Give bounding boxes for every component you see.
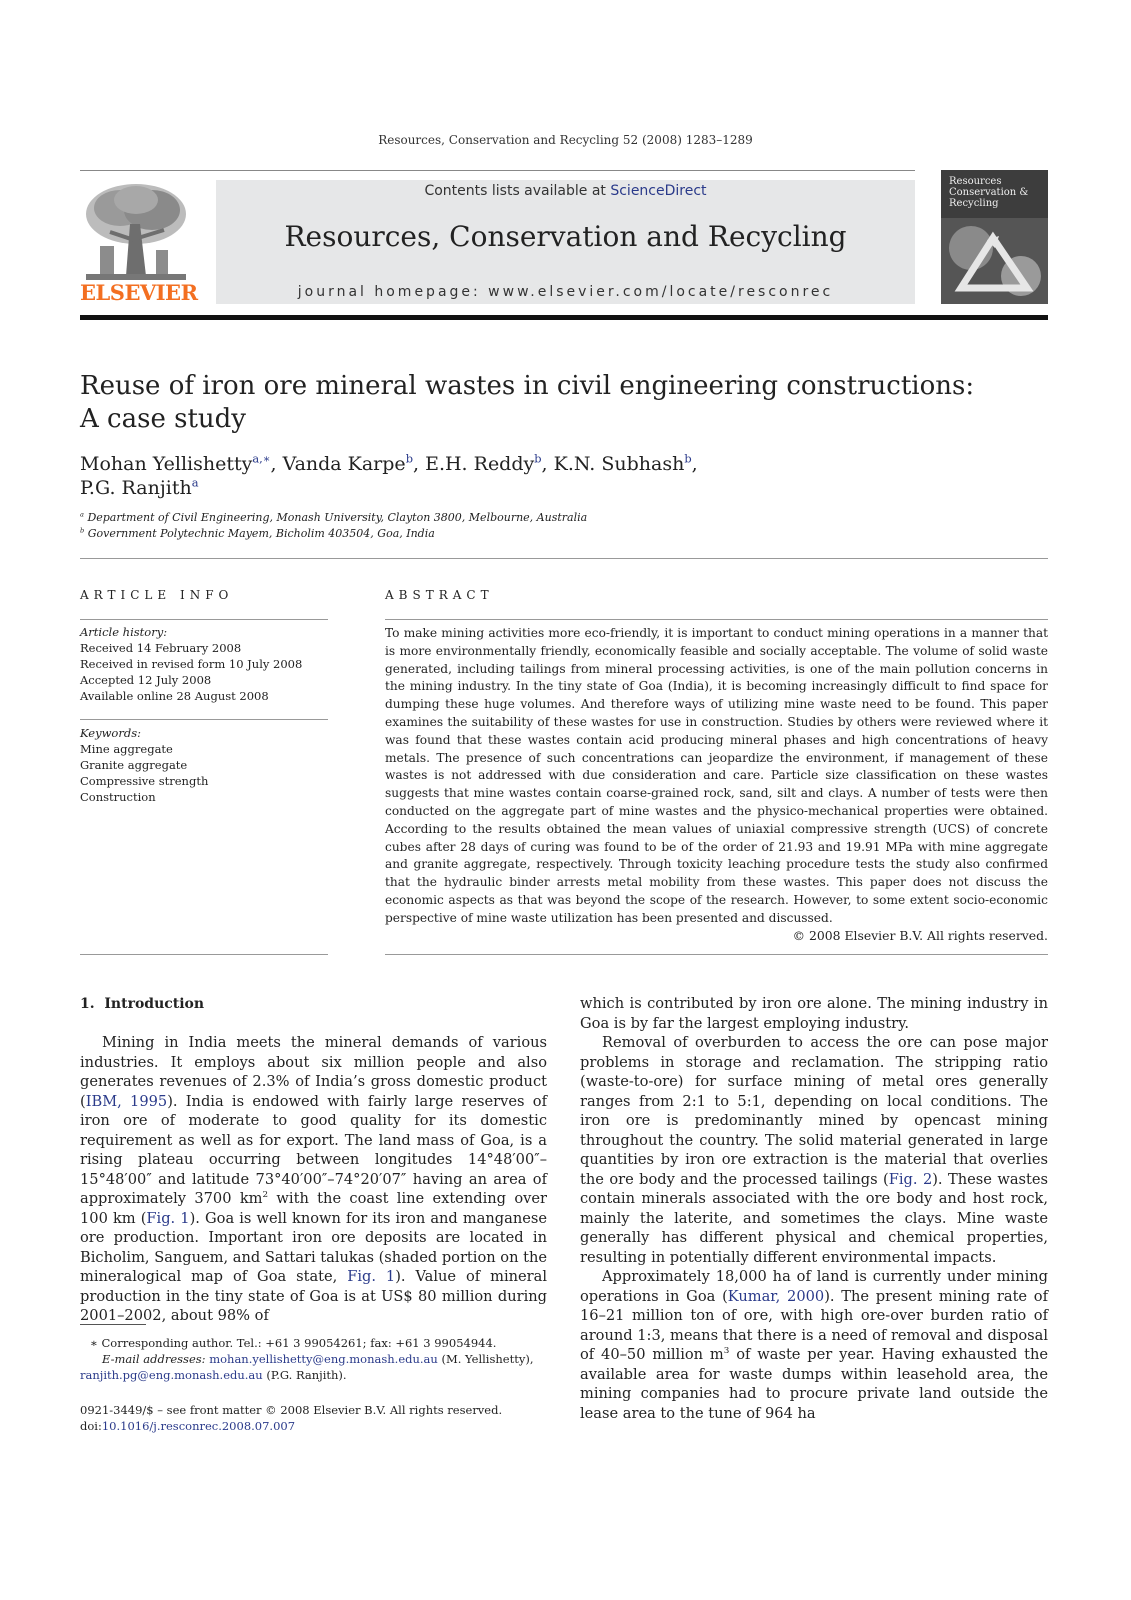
text-run: ). These wastes contain minerals associated with the ore body and host rock, mainly the laterite, and sometimes the clays. Mine waste generally has different physical and chemical properties, resulting in potentially different environmental impacts. <box>580 1170 1048 1266</box>
author-affiliation-mark[interactable]: b <box>405 451 413 466</box>
email-link[interactable]: ranjith.pg@eng.monash.edu.au <box>80 1368 263 1382</box>
corresponding-author-note: ∗ Corresponding author. Tel.: +61 3 99054261; fax: +61 3 99054944. <box>90 1336 497 1350</box>
body-column-left <box>80 1033 547 1326</box>
divider <box>385 954 1048 955</box>
article-info-label: ARTICLE INFO <box>80 588 234 602</box>
divider <box>80 719 328 720</box>
keyword-item: Granite aggregate <box>80 758 188 772</box>
affiliation-item <box>80 526 880 542</box>
abstract-label: ABSTRACT <box>385 588 494 602</box>
history-label: Article history: <box>80 625 168 639</box>
citation-link[interactable]: IBM, 1995 <box>85 1092 168 1110</box>
author-separator: , <box>691 453 698 475</box>
front-matter-line: 0921-3449/$ – see front matter © 2008 Elsevier B.V. All rights reserved. <box>80 1403 503 1417</box>
author-separator: , <box>412 453 426 475</box>
sciencedirect-link[interactable]: ScienceDirect <box>610 183 707 199</box>
superscript: 2 <box>262 1190 269 1201</box>
email-owner: (P.G. Ranjith). <box>262 1368 347 1382</box>
footnote-rule <box>80 1324 146 1325</box>
author-name[interactable]: Vanda Karpe <box>282 453 406 475</box>
section-number: 1. <box>80 996 95 1012</box>
journal-cover[interactable] <box>941 170 1048 304</box>
abstract-text: To make mining activities more eco-friendly, it is important to conduct mining operations in a manner that is more environmentally friendly, economically feasible and socially acceptable. The volume of solid waste generated, including tailings from mineral processing activities, is one of the main pollution concerns in the mining industry. In the tiny state of Goa (India), it is becoming increasingly difficult to find space for dumping these huge volumes. And therefore ways of utilizing mine waste need to be found. This paper examines the suitability of these wastes for use in construction. Studies by others were reviewed where it was found that these wastes contain acid producing mineral phases and high concentrations of heavy metals. The presence of such concentrations can jeopardize the environment, if management of these wastes is not addressed with due consideration and care. Particle size classification on these wastes suggests that mine wastes contain coarse-grained rock, sand, silt and clays. A number of tests were then conducted on the aggregate part of mine wastes and the physico-mechanical properties were obtained. According to the results obtained the mean values of uniaxial compressive strength (UCS) of concrete cubes after 28 days of curing was found to be of the order of 21.93 and 19.91 MPa with mine aggregate and granite aggregate, respectively. Through toxicity leaching procedure tests the study also confirmed that the hydraulic binder arrests metal mobility from these wastes. This paper does not discuss the economic aspects as that was beyond the scope of the research. However, to some extent socio-economic perspective of mine waste utilization has been presented and discussed. <box>385 626 1048 925</box>
figure-link[interactable]: Fig. 2 <box>888 1170 933 1188</box>
article-history <box>80 624 328 704</box>
affiliation-text: Department of Civil Engineering, Monash University, Clayton 3800, Melbourne, Australia <box>87 511 588 524</box>
body-paragraph <box>80 1033 547 1326</box>
front-matter <box>80 1402 547 1434</box>
keywords <box>80 725 328 805</box>
affiliation-item <box>80 510 880 526</box>
affiliation-mark: a <box>80 510 84 519</box>
divider <box>80 954 328 955</box>
text-run: Removal of overburden to access the ore can pose major problems in storage and reclamation. The stripping ratio (waste-to-ore) for surface mining of metal ores generally ranges from 2:1 to 5:1, depending on local conditions. The iron ore is predominantly mined by opencast mining throughout the country. The solid material generated in large quantities by iron ore extraction is the material that overlies the ore body and the processed tailings ( <box>580 1034 1048 1188</box>
text-run: with the coast line extending over 100 km ( <box>80 1190 547 1227</box>
contents-line <box>216 183 915 199</box>
author-affiliation-mark[interactable]: b <box>534 451 542 466</box>
affiliations <box>80 510 880 542</box>
keyword-item: Mine aggregate <box>80 742 173 756</box>
elsevier-logo[interactable] <box>80 180 198 305</box>
history-item: Received 14 February 2008 <box>80 641 242 655</box>
keywords-label: Keywords: <box>80 726 141 740</box>
journal-title[interactable]: Resources, Conservation and Recycling <box>284 220 847 253</box>
author-affiliation-mark[interactable]: a,∗ <box>252 451 271 466</box>
author-list <box>80 452 980 500</box>
email-link[interactable]: mohan.yellishetty@eng.monash.edu.au <box>209 1352 438 1366</box>
email-label: E-mail addresses: <box>102 1352 210 1366</box>
body-paragraph <box>580 1033 1048 1267</box>
author-separator: , <box>541 453 554 475</box>
text-run: of waste per year. Having exhausted the available area for waste dumps within leasehold area, the mining companies had to procure private land outside the lease area to the tune of 964 ha <box>580 1346 1048 1422</box>
elsevier-wordmark: ELSEVIER <box>80 280 198 305</box>
superscript: 3 <box>723 1346 730 1357</box>
contents-prefix: Contents lists available at <box>424 183 611 199</box>
header-thick-rule <box>80 315 1048 320</box>
author-name[interactable]: K.N. Subhash <box>553 453 685 475</box>
affiliation-mark: b <box>80 526 85 535</box>
article-title-line-2: A case study <box>80 404 246 434</box>
doi-link[interactable]: 10.1016/j.resconrec.2008.07.007 <box>101 1419 296 1433</box>
section-heading <box>80 996 204 1012</box>
footnotes <box>80 1335 547 1383</box>
figure-link[interactable]: Fig. 1 <box>146 1209 190 1227</box>
article-title-line-1: Reuse of iron ore mineral wastes in civil engineering constructions: <box>80 371 975 401</box>
history-item: Received in revised form 10 July 2008 <box>80 657 303 671</box>
text-run: ). Value of mineral production in the tiny state of Goa is at US$ 80 million during 2001–2002, about 98% of <box>80 1268 547 1324</box>
text-run: ). The present mining rate of 16–21 million ton of ore, with high ore-over burden ratio of around 1:3, means that there is a need of removal and disposal of 40–50 million m <box>580 1287 1048 1363</box>
divider <box>80 558 1048 559</box>
history-item: Accepted 12 July 2008 <box>80 673 212 687</box>
divider <box>80 619 328 620</box>
section-title: Introduction <box>104 996 205 1012</box>
affiliation-text: Government Polytechnic Mayem, Bicholim 403504, Goa, India <box>87 527 435 540</box>
text-run: Mining in India meets the mineral demands of various industries. It employs about six million people and also generates revenues of 2.3% of India’s gross domestic product ( <box>80 1034 547 1110</box>
body-column-right <box>580 994 1048 1423</box>
text-run: ). Goa is well known for its iron and manganese ore production. Important iron ore deposits are located in Bicholim, Sanguem, and Sattari talukas (shaded portion on the mineralogical map of Goa state, <box>80 1209 548 1285</box>
figure-link[interactable]: Fig. 1 <box>347 1268 396 1285</box>
journal-banner <box>216 180 915 304</box>
recycling-cover-icon <box>941 218 1048 304</box>
text-run: Approximately 18,000 ha of land is currently under mining operations in Goa ( <box>580 1268 1048 1305</box>
abstract-copyright: © 2008 Elsevier B.V. All rights reserved. <box>792 928 1048 943</box>
author-affiliation-mark[interactable]: b <box>684 451 692 466</box>
author-name[interactable]: P.G. Ranjith <box>80 477 192 499</box>
article-title <box>80 370 980 436</box>
doi-prefix: doi: <box>80 1419 102 1433</box>
history-item: Available online 28 August 2008 <box>80 689 269 703</box>
author-affiliation-mark[interactable]: a <box>191 475 199 490</box>
keyword-item: Construction <box>80 790 156 804</box>
header-rule <box>80 170 915 171</box>
divider <box>385 619 1048 620</box>
author-name[interactable]: E.H. Reddy <box>425 453 535 475</box>
keyword-item: Compressive strength <box>80 774 209 788</box>
author-separator: , <box>270 453 283 475</box>
journal-homepage[interactable]: journal homepage: www.elsevier.com/locate/resconrec <box>297 284 834 300</box>
text-run: ). India is endowed with fairly large reserves of iron ore of moderate to good quality for its domestic requirement as well as for export. The land mass of Goa, is a rising plateau occurring between longitudes 14°48′00″–15°48′00″ and latitude 73°40′00″–74°20′07″ having an area of approximately 3700 km <box>80 1092 547 1207</box>
running-header: Resources, Conservation and Recycling 52 (2008) 1283–1289 <box>378 133 753 147</box>
citation-link[interactable]: Kumar, 2000 <box>727 1287 825 1305</box>
body-paragraph <box>580 1267 1048 1423</box>
cover-title: Resources Conservation & Recycling <box>949 176 1029 209</box>
body-paragraph: which is contributed by iron ore alone. The mining industry in Goa is by far the largest employing industry. <box>580 995 1048 1032</box>
author-name[interactable]: Mohan Yellishetty <box>80 453 253 475</box>
email-owner: (M. Yellishetty), <box>437 1352 534 1366</box>
